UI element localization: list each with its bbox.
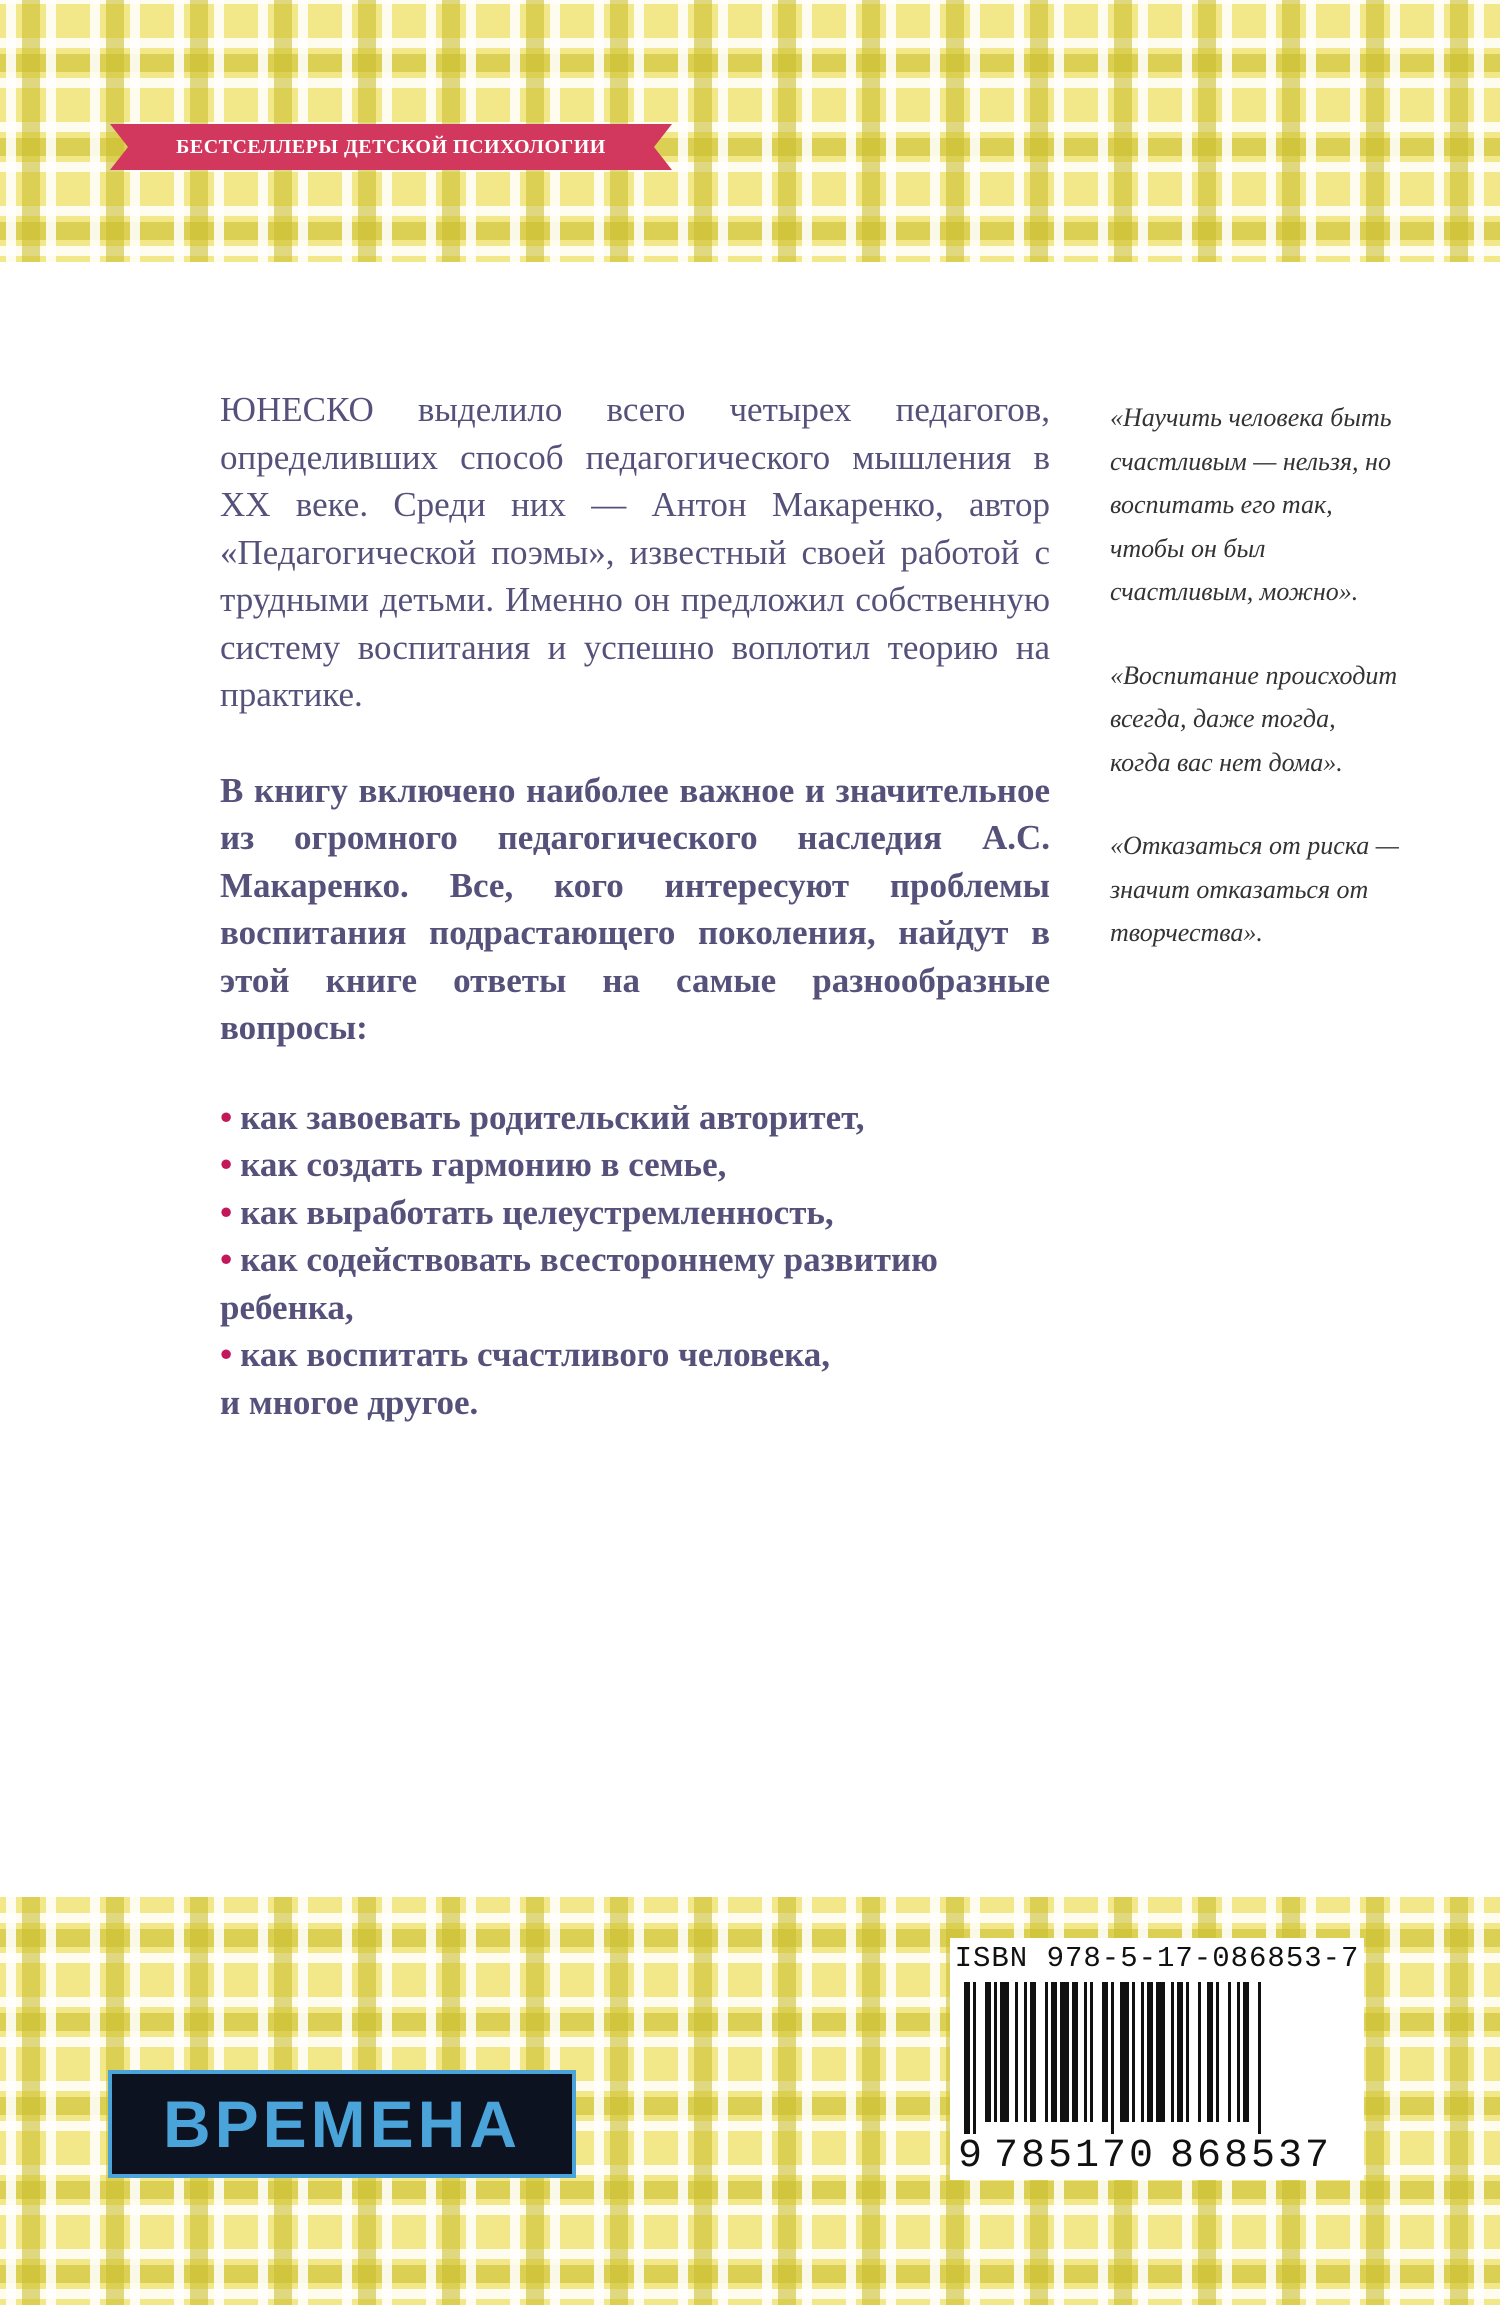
- barcode-bar: [1243, 1982, 1249, 2122]
- barcode-bar: [1120, 1982, 1129, 2122]
- bullet-icon: •: [220, 1097, 233, 1137]
- bullet-icon: •: [220, 1192, 233, 1232]
- barcode-bar: [994, 1982, 997, 2122]
- series-ribbon-label: БЕСТСЕЛЛЕРЫ ДЕТСКОЙ ПСИХОЛОГИИ: [176, 136, 606, 158]
- barcode-bar: [1156, 1982, 1165, 2122]
- quotes-column: [1110, 396, 1400, 995]
- isbn-label: ISBN 978-5-17-086853-7: [954, 1942, 1360, 1975]
- quote-1: «Научить человека быть счастливым — нельзя, но воспитать его так, чтобы он был счастливым, можно».: [1110, 403, 1392, 606]
- barcode-bar: [1228, 1982, 1231, 2122]
- barcode-bar: [964, 1982, 970, 2134]
- barcode-bar: [1258, 1982, 1261, 2134]
- list-item-text: как создать гармонию в семье,: [240, 1145, 727, 1184]
- barcode-digit-group-1: 785170: [994, 2134, 1157, 2179]
- barcode-bar: [1111, 1982, 1114, 2134]
- barcode-bar: [1186, 1982, 1189, 2122]
- list-item: [220, 1331, 1050, 1379]
- barcode-bar: [1141, 1982, 1144, 2122]
- barcode-bar: [1216, 1982, 1219, 2122]
- barcode-bar: [973, 1982, 976, 2134]
- barcode-panel: [950, 1938, 1364, 2180]
- barcode-bar: [1084, 1982, 1087, 2122]
- quote-3: «Отказаться от риска — значит отказаться от творчества».: [1110, 831, 1399, 947]
- barcode-bar: [1102, 1982, 1108, 2122]
- quote-2: «Воспитание происходит всегда, даже тогда, когда вас нет дома».: [1110, 660, 1398, 777]
- barcode-bar: [1132, 1982, 1135, 2122]
- barcode-digit-lead: 9: [958, 2134, 983, 2179]
- description-paragraph: В книгу включено наиболее важное и значительное из огромного педагогического наследия А.С. Макаренко. Все, кого интересуют проблемы воспитания подрастающего поколения, найдут в этой книге ответы на самые разнообразные вопросы:: [220, 770, 1050, 1047]
- bullet-icon: •: [220, 1335, 233, 1374]
- list-item: [220, 1236, 1050, 1331]
- barcode-bar: [1015, 1982, 1018, 2122]
- barcode-bar: [1024, 1982, 1027, 2122]
- main-text-column: [220, 386, 1050, 1426]
- intro-paragraph: ЮНЕСКО выделило всего четырех педагогов, определивших способ педагогического мышления в XX веке. Среди них — Антон Макаренко, автор «Педагогической поэмы», известный своей работой с трудными детьми. Именно он предложил собственную систему воспитания и успешно воплотил теорию на практике.: [220, 390, 1050, 714]
- barcode-bar: [1045, 1982, 1048, 2122]
- barcode-bar: [1147, 1982, 1153, 2122]
- barcode-bar: [1198, 1982, 1201, 2122]
- publisher-logo: [108, 2070, 576, 2178]
- list-item: [220, 1189, 1050, 1237]
- publisher-logo-text: ВРЕМЕНА: [162, 2087, 522, 2161]
- barcode-bar: [1090, 1982, 1093, 2122]
- barcode-bar: [1060, 1982, 1069, 2122]
- barcode-bar: [1072, 1982, 1078, 2122]
- barcode-bar: [1051, 1982, 1057, 2122]
- barcode-icon: [964, 1982, 1350, 2134]
- barcode-bar: [1237, 1982, 1240, 2122]
- barcode-bar: [1177, 1982, 1183, 2122]
- barcode-digit-group-2: 868537: [1170, 2134, 1333, 2179]
- bullet-icon: •: [220, 1145, 233, 1184]
- barcode-bar: [1207, 1982, 1213, 2122]
- list-item-text: как содействовать всестороннему развитию ребенка,: [220, 1240, 938, 1327]
- barcode-bar: [1171, 1982, 1174, 2122]
- list-item-text: как выработать целеустремленность,: [240, 1192, 834, 1232]
- bullet-icon: •: [220, 1240, 233, 1279]
- list-item-text: как завоевать родительский авторитет,: [240, 1097, 865, 1137]
- list-item: [220, 1141, 1050, 1189]
- series-ribbon: [110, 124, 672, 170]
- closing-line: и многое другое.: [220, 1382, 479, 1422]
- barcode-bar: [985, 1982, 991, 2122]
- list-item: [220, 1094, 1050, 1142]
- barcode-bar: [1030, 1982, 1036, 2122]
- list-item-text: как воспитать счастливого человека,: [240, 1335, 831, 1374]
- barcode-bar: [1000, 1982, 1009, 2122]
- question-list: [220, 1094, 1050, 1379]
